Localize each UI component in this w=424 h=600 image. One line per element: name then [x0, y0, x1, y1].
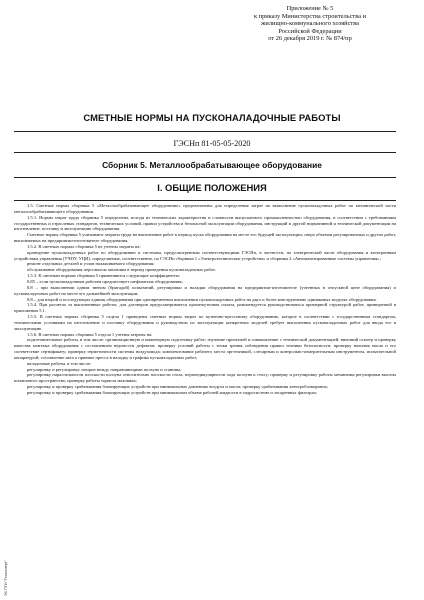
body-paragraph: обслуживание оборудования персоналом заказчика в период проведения пусконаладочных работ.: [27, 267, 216, 273]
collection-title: Сборник 5. Металлообрабатывающее оборудование: [102, 160, 322, 170]
divider: [14, 200, 396, 201]
body-paragraph: 0,8 – для второй и последующих единиц оборудования при одновременном выполнении пусконаладочных работ на двух и более конструктивно одинаковых модулях оборудования.: [27, 296, 377, 302]
appendix-line: Приложение № 5: [286, 5, 334, 12]
norm-code: ГЭСНп 81-05-05-2020: [173, 139, 251, 148]
source-stamp: [3, 560, 11, 596]
body-paragraph: 1.5.6. В сметных нормах сборника 5 отдела 1 учтены затраты на:: [27, 331, 153, 337]
body-paragraph: 1.5.3. К сметным нормам сборника 5 применяются следующие коэффициенты:: [27, 273, 180, 279]
body-paragraph: ремонт отдельных деталей и узлов налаживаемого оборудования;: [27, 261, 155, 267]
body-paragraph: 0,85 – если пусконаладочным работам предшествует шефмонтаж оборудования;: [27, 278, 183, 284]
body-paragraph: регулировку параллельности плоскости ползуна относительно плоскости стола, перпендикулярности хода ползуна к столу; проверку и регулировку работы механизма регулировки высоты штампового пространства; проверку работы тормоза маховика;: [14, 372, 396, 384]
body-paragraph: регулировку и регулировку зазоров между направляющими ползуна и станины;: [27, 366, 182, 372]
appendix-line: к приказу Министерства строительства и: [253, 12, 367, 20]
body-paragraph: наладочные работы, в том числе:: [27, 360, 92, 366]
body-paragraph: Сметные нормы сборника 5 учитывают затраты труда на выполнение работ в период пуска оборудования на месте его будущей эксплуатации; сверх объемов регулировочных и других работ, выполняемых на предприятии-изготовителе оборудования.: [14, 232, 396, 244]
body-paragraph: регулировку и проверку срабатывания блокирующих устройств при минимальном объеме рабочей жидкости в гидросистеме и засоренных фильтрах;: [27, 390, 318, 395]
body-paragraph: регулировку и проверку срабатывания блокирующих устройств при минимальных давлениях воздуха и масла; проверку срабатывания электроблокировок;: [27, 384, 328, 390]
divider: [14, 177, 396, 178]
section-heading: I. ОБЩИЕ ПОЛОЖЕНИЯ: [157, 182, 267, 193]
appendix-line: жилищно-коммунального хозяйства: [261, 20, 359, 28]
stamp-text: ЭС ПТИ "Техэксперт": [4, 560, 8, 596]
body-paragraph: 1.5.5. В сметных нормах сборника 5 отдела 1 приведены сметные нормы затрат по кузнечно-прессовому оборудованию, которое в соответствии с государственным стандартом, техническими условиями на изготовление и поставку оборудования и руководством по эксплуатации конкретных моделей требует выполнения пусконаладочных работ для ввода его в эксплуатацию.: [14, 314, 396, 331]
appendix-header: [210, 5, 410, 43]
appendix-line: Российской Федерации: [278, 27, 342, 35]
body-paragraph: 0,8 – при выполнении одним звеном (бригадой) испытаний, регулировки и наладки оборудования на предприятии-изготовителе (учтенных в отпускной цене оборудования) и пусконаладочных работ на месте его дальнейшей эксплуатации;: [14, 284, 396, 296]
body-paragraph: 1.5. Сметные нормы сборника 5 «Металлообрабатывающее оборудование» предназначены для определения затрат на выполнение пусконаладочных работ по механической части металлообрабатывающего оборудования.: [14, 203, 396, 214]
appendix-line: от 26 декабря 2019 г. № 874/пр: [268, 35, 352, 43]
body-paragraph: подготовительные работы, в том числе: организационную и инженерную подготовку работ; изучение проектной и ознакомление с технической документацией; внешний осмотр и проверку качества монтажа оборудования с составлением ведомости дефектов; проверку условий работы с точки зрения соблюдения правил техники безопасности; проверку наличия масла и его соответствие сертификату; проверку герметичности системы воздуховода; комплектование рабочего места оргтехникой, слесарным и контрольно-измерительным инструментом, испытательной аппаратурой; составление акта о приемке пресса в наладку и графика пусконаладочных работ;: [14, 337, 396, 360]
divider: [14, 131, 396, 132]
body-paragraph: 1.5.4. При расчетах за выполненные работы, для договоров предусматривается промежуточная оплата, рекомендуется руководствоваться примерной структурой работ, приведенной в приложении 5.1.: [14, 302, 396, 314]
divider: [14, 152, 396, 153]
body-paragraph: проведение пусконаладочных работ по оборудованию и системам, предусмотренным соответствующими ГЭСНп, в частности, по электрической части оборудования и электронным устройствам управления (УЧПУ, УЦИ), определяемые, соответственно, по ГЭСНп сборника 1 «Электротехнические устройства» и сборника 2 «Автоматизированные системы управления»;: [14, 249, 396, 261]
document-title: СМЕТНЫЕ НОРМЫ НА ПУСКОНАЛАДОЧНЫЕ РАБОТЫ: [83, 112, 341, 123]
body-paragraph: 1.5.2. В сметных нормах сборника 5 не учтены затраты на:: [27, 243, 141, 249]
document-body: [14, 203, 396, 396]
body-paragraph: 1.5.1. Нормы затрат труда сборника 5 определены, исходя из технических характеристик и сложности выпускаемого промышленностью оборудования, в соответствии с требованиями государственных и отраслевых стандартов, технических условий, правил устройства и безопасной эксплуатации оборудования, инструкций и другой нормативной и технической документации на изготовление, поставку и эксплуатацию оборудования.: [14, 214, 396, 232]
